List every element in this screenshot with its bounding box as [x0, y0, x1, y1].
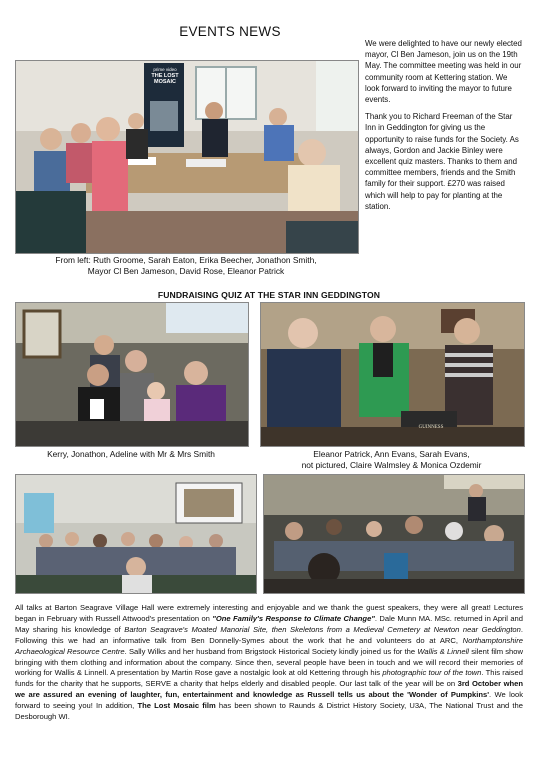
talks-text-3: . Following this we had an informative talk from Ben Donnelly-Symes about the work that he and volunteers do at ARC,	[15, 624, 523, 645]
talks-pumpkins-announcement: 3rd October when we are assured an evening of laughter, fun, entertainment and knowledge as Russell tells us about the 'Wonder of Pumpkins'	[15, 679, 523, 700]
talk-audience-photo-right	[263, 474, 525, 594]
committee-meeting-photo	[15, 60, 359, 254]
committee-photo-caption	[15, 255, 357, 277]
banner-text-2: THE LOST	[151, 73, 179, 79]
committee-caption-line-1: From left: Ruth Groome, Sarah Eaton, Erika Beecher, Jonathon Smith,	[55, 255, 317, 265]
quiz-right-caption-line-2: not pictured, Claire Walmsley & Monica Ozdemir	[301, 460, 482, 470]
quiz-left-caption: Kerry, Jonathon, Adeline with Mr & Mrs Smith	[47, 449, 215, 459]
sidebar-text	[365, 38, 524, 218]
talks-lost-mosaic-film: The Lost Mosaic film	[137, 701, 216, 711]
page-title: EVENTS NEWS	[179, 24, 281, 39]
guinness-sign-text: GUINNESS	[418, 425, 444, 430]
talks-climate-title: "One Family's Response to Climate Change"	[212, 613, 375, 623]
talks-text-2: . Dale Munn MA. MSc. returned in April and May sharing his knowledge of	[15, 613, 524, 634]
quiz-donation-photo	[260, 302, 525, 447]
banner-text-1: prime video	[153, 67, 177, 72]
talks-photo-tour-title: photographic tour of the town	[382, 668, 482, 678]
committee-caption-line-2: Mayor Cl Ben Jameson, David Rose, Eleanor Patrick	[87, 266, 285, 276]
talks-wallis-linnell-title: Wallis & Linnell	[417, 646, 469, 656]
quiz-right-caption-line-1: Eleanor Patrick, Ann Evans, Sarah Evans,	[313, 449, 470, 459]
quiz-heading: FUNDRAISING QUIZ AT THE STAR INN GEDDINGTON	[157, 290, 381, 300]
banner-text-3: MOSAIC	[154, 79, 176, 85]
quiz-right-caption	[260, 449, 523, 471]
quiz-thanks-paragraph: Thank you to Richard Freeman of the Star Inn in Geddington for giving us the opportunity to raise funds for the Society. As always, Gordon and Jackie Binley were excellent quiz masters. Thanks to them and committee members, friends and the Smith family for their support. £270 was raised which will help to pay for planting at the station.	[365, 112, 519, 211]
talks-article	[15, 603, 523, 723]
talks-text-8: has been shown to Raunds & District History Society, U3A, The National Trust and the Desborough WI.	[15, 701, 523, 722]
talks-text-1: All talks at Barton Seagrave Village Hall were extremely interesting and enjoyable and we thank the guest speakers, they were all great! Lectures began in February with Russell Attwood's presentation on	[15, 603, 523, 623]
mayor-paragraph: We were delighted to have our newly elected mayor, Cl Ben Jameson, join us on the 19th May. The committee meeting was held in our community room at Kettering station. We look forward to inviting the mayor to future events.	[365, 39, 522, 105]
talk-audience-photo-left	[15, 474, 257, 594]
quiz-family-photo	[15, 302, 249, 447]
talks-moated-site-title: Barton Seagrave's Moated Manorial Site, then Skeletons from a Medieval Cemetery at Newton near Geddington	[124, 624, 521, 634]
talks-text-6: . This raised funds for the charity that he supports, SERVE a charity that helps elderly and disabled people. Our last talk of the year will be on	[15, 668, 523, 689]
talks-arc-title: Northamptonshire Archaeological Resource Centre	[15, 635, 523, 656]
talks-text-4: . Sally Wilks and her husband from Brigstock Historical Society kindly joined us for the	[124, 646, 418, 656]
talks-text-7: . We look forward to seeing you! In addition,	[15, 690, 524, 711]
talks-text-5: silent film show bringing with them clothing and information about the company. Since then, several people have been in touch and we will record their memories of working for Wallis & Linnell. A presentation by Martin Rose gave a nostalgic look at old Kettering through his	[15, 646, 523, 678]
